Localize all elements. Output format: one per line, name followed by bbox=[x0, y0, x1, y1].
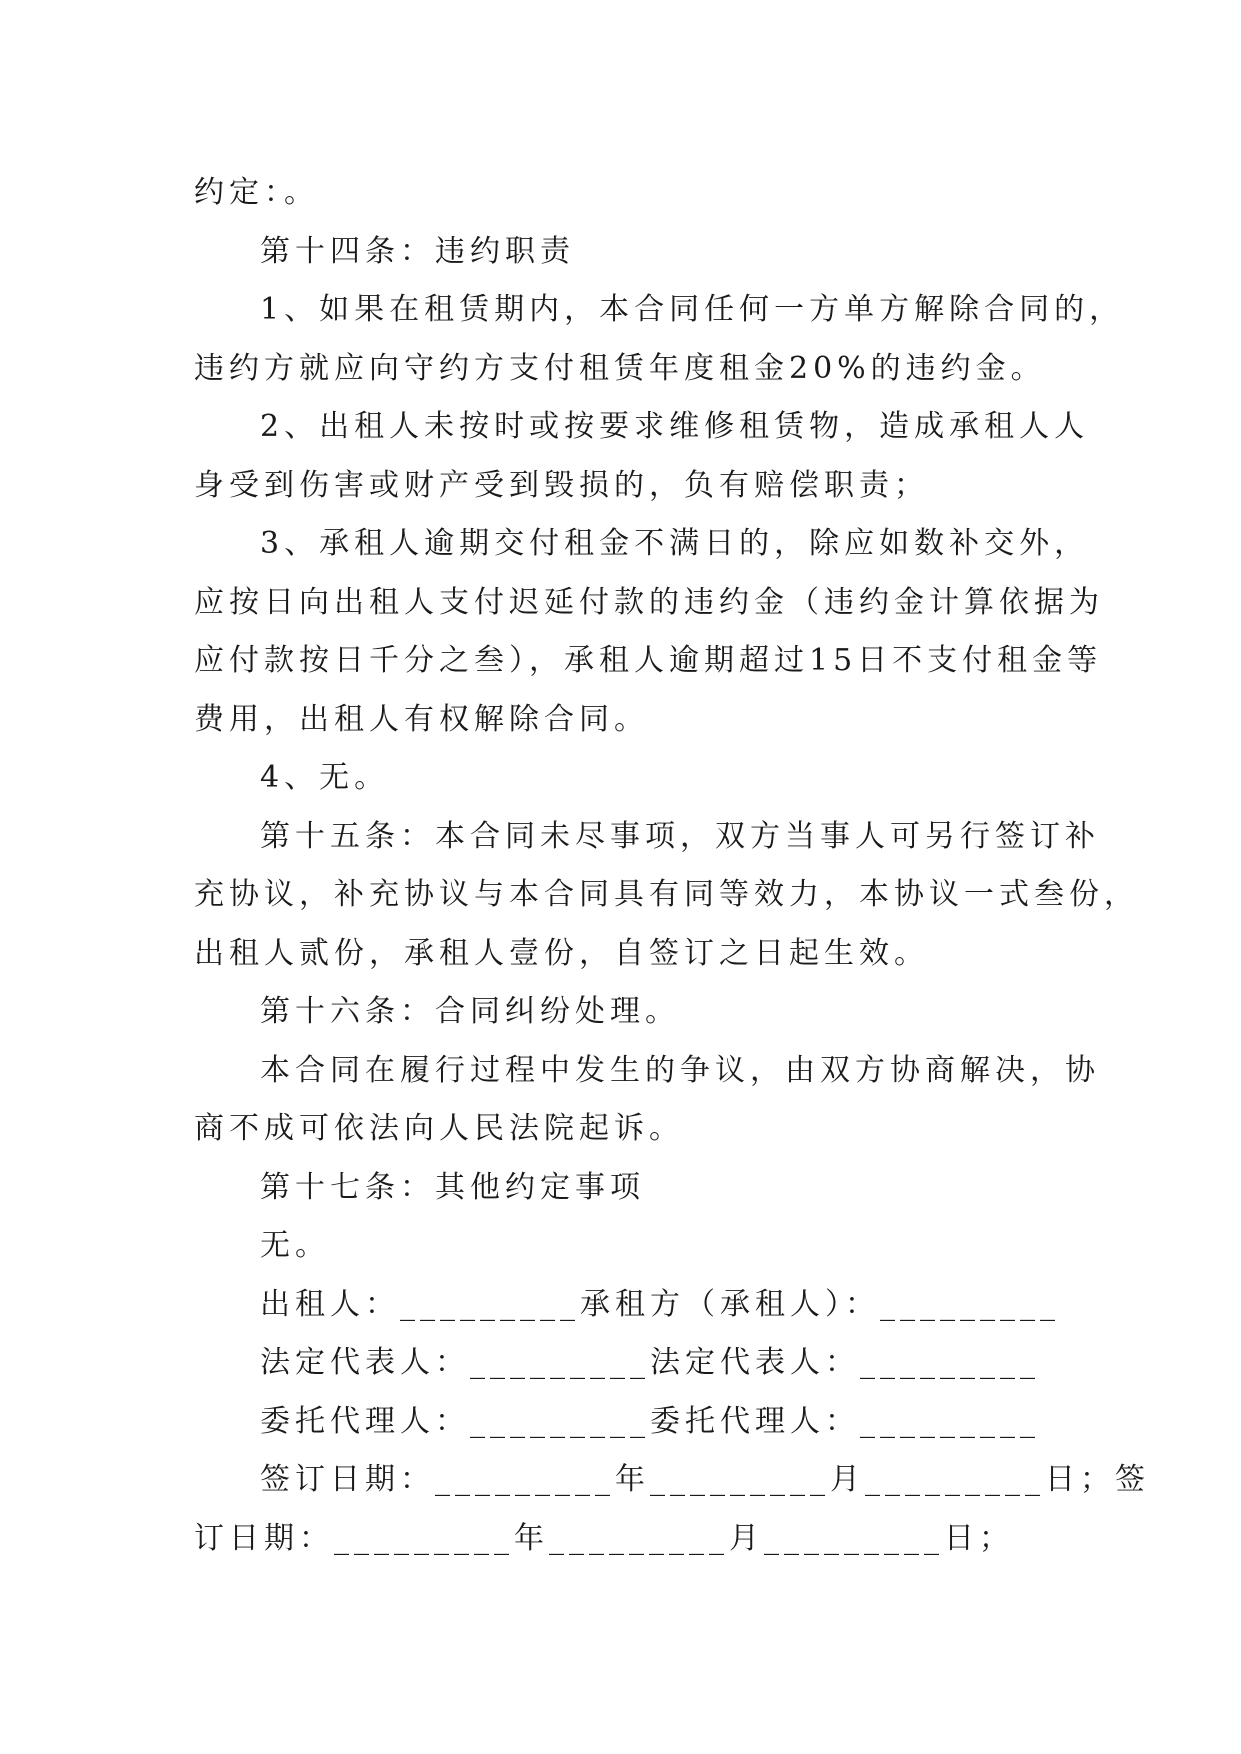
text-line: 3、承租人逾期交付租金不满日的，除应如数补交外， bbox=[260, 526, 1090, 561]
text-line: 4、无。 bbox=[260, 760, 390, 795]
text-line: 本合同在履行过程中发生的争议，由双方协商解决，协 bbox=[260, 1052, 1100, 1088]
text-line: 身受到伤害或财产受到毁损的，负有赔偿职责； bbox=[194, 467, 929, 503]
document-body bbox=[194, 164, 1150, 1568]
text-line: 商不成可依法向人民法院起诉。 bbox=[194, 1111, 684, 1146]
text-line: 充协议，补充协议与本合同具有同等效力，本协议一式叁份， bbox=[194, 877, 1139, 912]
article-heading-14: 第十四条：违约职责 bbox=[260, 233, 575, 269]
text-line: 应按日向出租人支付迟延付款的违约金（违约金计算依据为 bbox=[194, 584, 1104, 620]
article-heading-15: 第十五条：本合同未尽事项，双方当事人可另行签订补 bbox=[260, 818, 1100, 854]
text-line: 约定：。 bbox=[194, 175, 319, 210]
signing-date-line: 订日期：_________年_________月_________日； bbox=[194, 1520, 1014, 1556]
text-line: 无。 bbox=[260, 1228, 330, 1263]
text-line: 费用，出租人有权解除合同。 bbox=[194, 701, 649, 737]
signature-line-representative: 法定代表人：_________法定代表人：_________ bbox=[260, 1345, 1040, 1380]
text-line: 违约方就应向守约方支付租赁年度租金20%的违约金。 bbox=[194, 350, 1046, 386]
signing-date-line: 签订日期：_________年_________月_________日；签 bbox=[260, 1462, 1150, 1497]
signature-line-lessor: 出租人：_________承租方（承租人）：_________ bbox=[260, 1286, 1060, 1322]
article-heading-16: 第十六条：合同纠纷处理。 bbox=[260, 994, 680, 1029]
text-line: 1、如果在租赁期内，本合同任何一方单方解除合同的， bbox=[260, 292, 1125, 327]
text-line: 出租人贰份，承租人壹份，自签订之日起生效。 bbox=[194, 935, 929, 971]
signature-line-agent: 委托代理人：_________委托代理人：_________ bbox=[260, 1403, 1040, 1439]
text-line: 应付款按日千分之叁），承租人逾期超过15日不支付租金等 bbox=[194, 643, 1103, 678]
article-heading-17: 第十七条：其他约定事项 bbox=[260, 1169, 645, 1205]
text-line: 2、出租人未按时或按要求维修租赁物，造成承租人人 bbox=[260, 409, 1090, 444]
